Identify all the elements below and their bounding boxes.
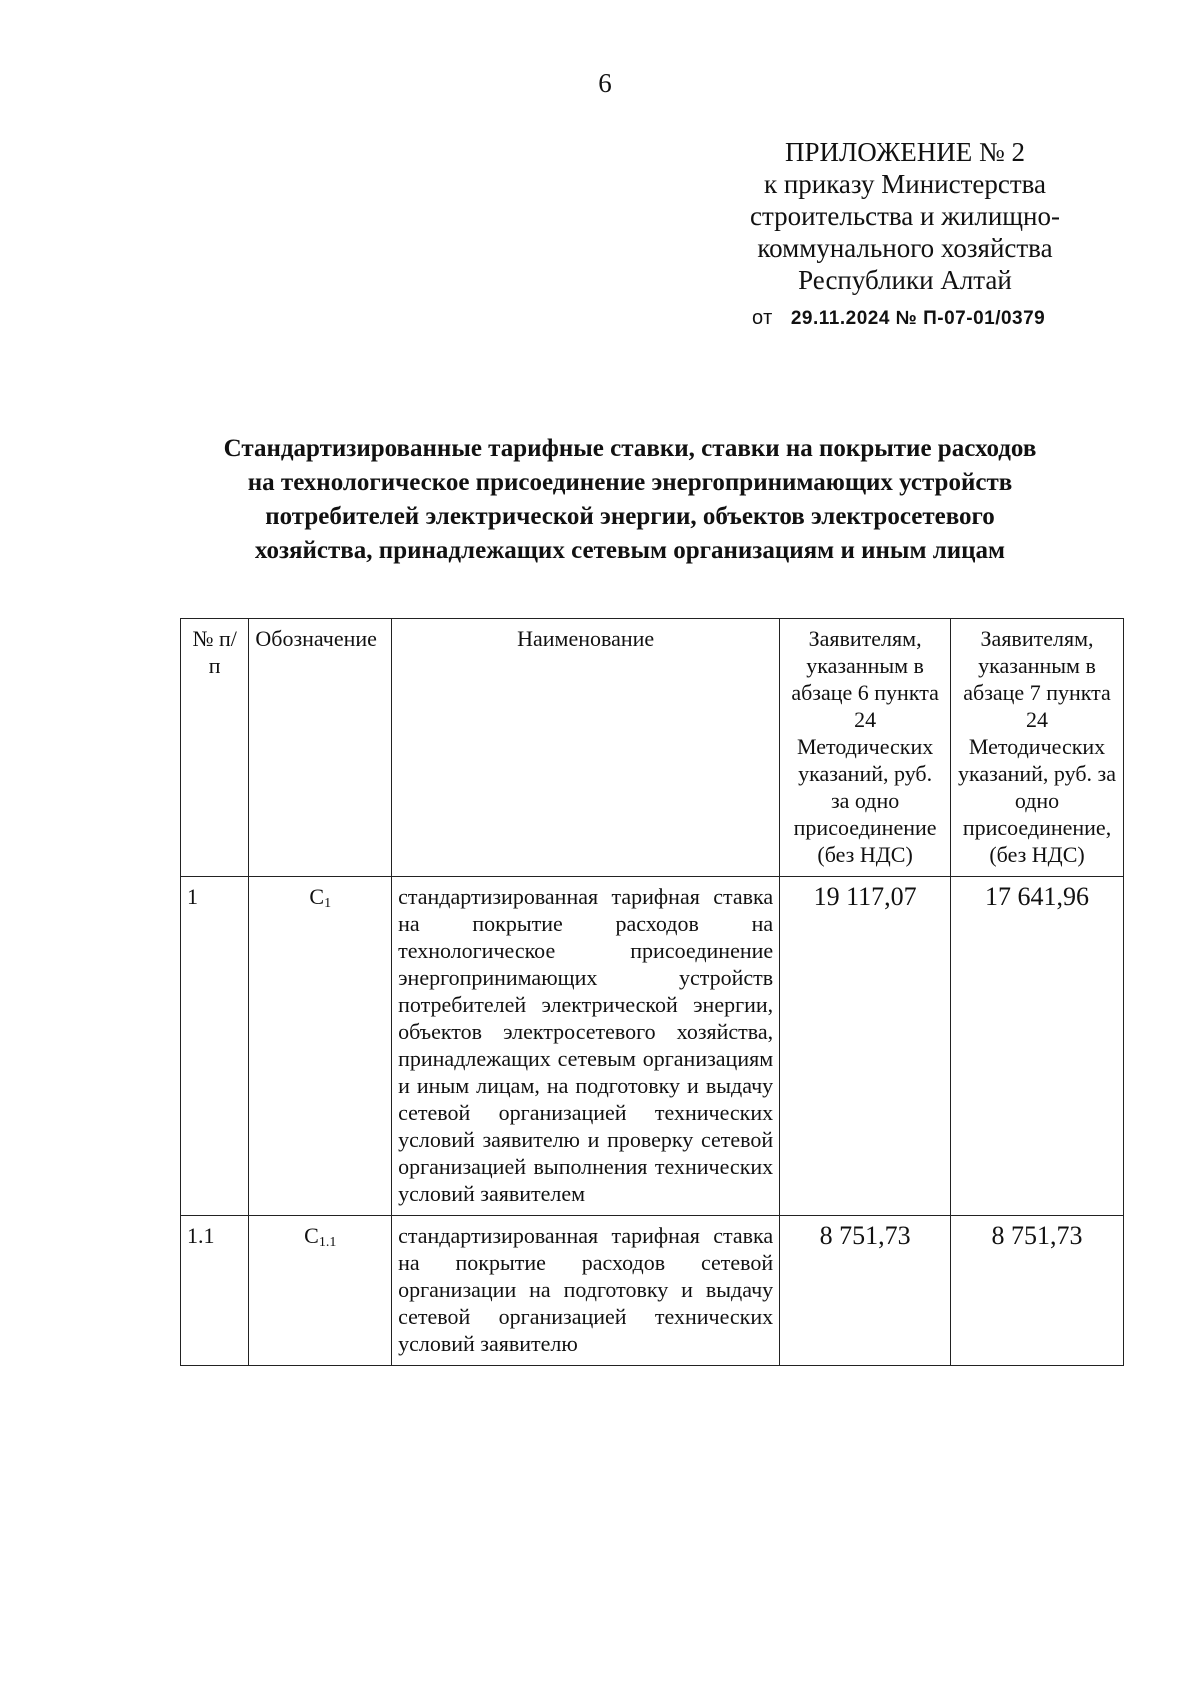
row-name: стандартизированная тарифная ставка на покрытие расходов сетевой организации на подготовку и выдачу сетевой организацией технических условий заявителю — [392, 1216, 780, 1366]
header-applicants-para6: Заявителям, указанным в абзаце 6 пункта 24 Методических указаний, руб. за одно присоединение (без НДС) — [780, 619, 951, 877]
order-reference — [752, 307, 1045, 330]
order-number: 29.11.2024 № П-07-01/0379 — [790, 308, 1046, 329]
symbol-letter: C — [304, 1223, 319, 1248]
title-line: хозяйства, принадлежащих сетевым организациям и иным лицам — [254, 537, 1006, 564]
table-header-row — [181, 619, 1124, 877]
appendix-title: ПРИЛОЖЕНИЕ № 2 — [784, 137, 1026, 167]
header-symbol: Обозначение — [249, 619, 392, 877]
header-applicants-para7: Заявителям, указанным в абзаце 7 пункта 24 Методических указаний, руб. за одно присоединение, (без НДС) — [951, 619, 1124, 877]
row-num: 1 — [181, 877, 249, 1216]
appendix-line: коммунального хозяйства — [757, 233, 1053, 263]
document-title — [140, 432, 1120, 568]
tariff-table — [180, 618, 1124, 1366]
row-value-para7: 17 641,96 — [951, 877, 1124, 1216]
title-line: потребителей электрической энергии, объектов электросетевого — [265, 503, 995, 530]
header-name: Наименование — [392, 619, 780, 877]
row-value-para6: 8 751,73 — [780, 1216, 951, 1366]
page-number: 6 — [598, 68, 612, 98]
appendix-line: к приказу Министерства — [763, 169, 1047, 199]
title-line: Стандартизированные тарифные ставки, ставки на покрытие расходов — [223, 435, 1037, 462]
title-line: на технологическое присоединение энергопринимающих устройств — [247, 469, 1013, 496]
symbol-letter: C — [309, 884, 325, 909]
table-row — [181, 877, 1124, 1216]
row-name: стандартизированная тарифная ставка на покрытие расходов на технологическое присоединение энергопринимающих устройств потребителей электрической энергии, объектов электросетевого хозяйства, принадлежащих сетевым организациям и иным лицам, на подготовку и выдачу сетевой организацией технических условий заявителю и проверку сетевой организацией выполнения технических условий заявителем — [392, 877, 780, 1216]
row-symbol — [249, 877, 392, 1216]
row-symbol — [249, 1216, 392, 1366]
symbol-subscript: 1.1 — [318, 1235, 337, 1250]
row-value-para6: 19 117,07 — [780, 877, 951, 1216]
table-row — [181, 1216, 1124, 1366]
row-value-para7: 8 751,73 — [951, 1216, 1124, 1366]
appendix-header — [690, 136, 1120, 296]
header-num: № п/п — [181, 619, 249, 877]
appendix-line: Республики Алтай — [798, 265, 1012, 295]
appendix-line: строительства и жилищно- — [750, 201, 1060, 231]
row-num: 1.1 — [181, 1216, 249, 1366]
symbol-subscript: 1 — [324, 896, 332, 911]
order-prefix: от — [752, 307, 773, 329]
